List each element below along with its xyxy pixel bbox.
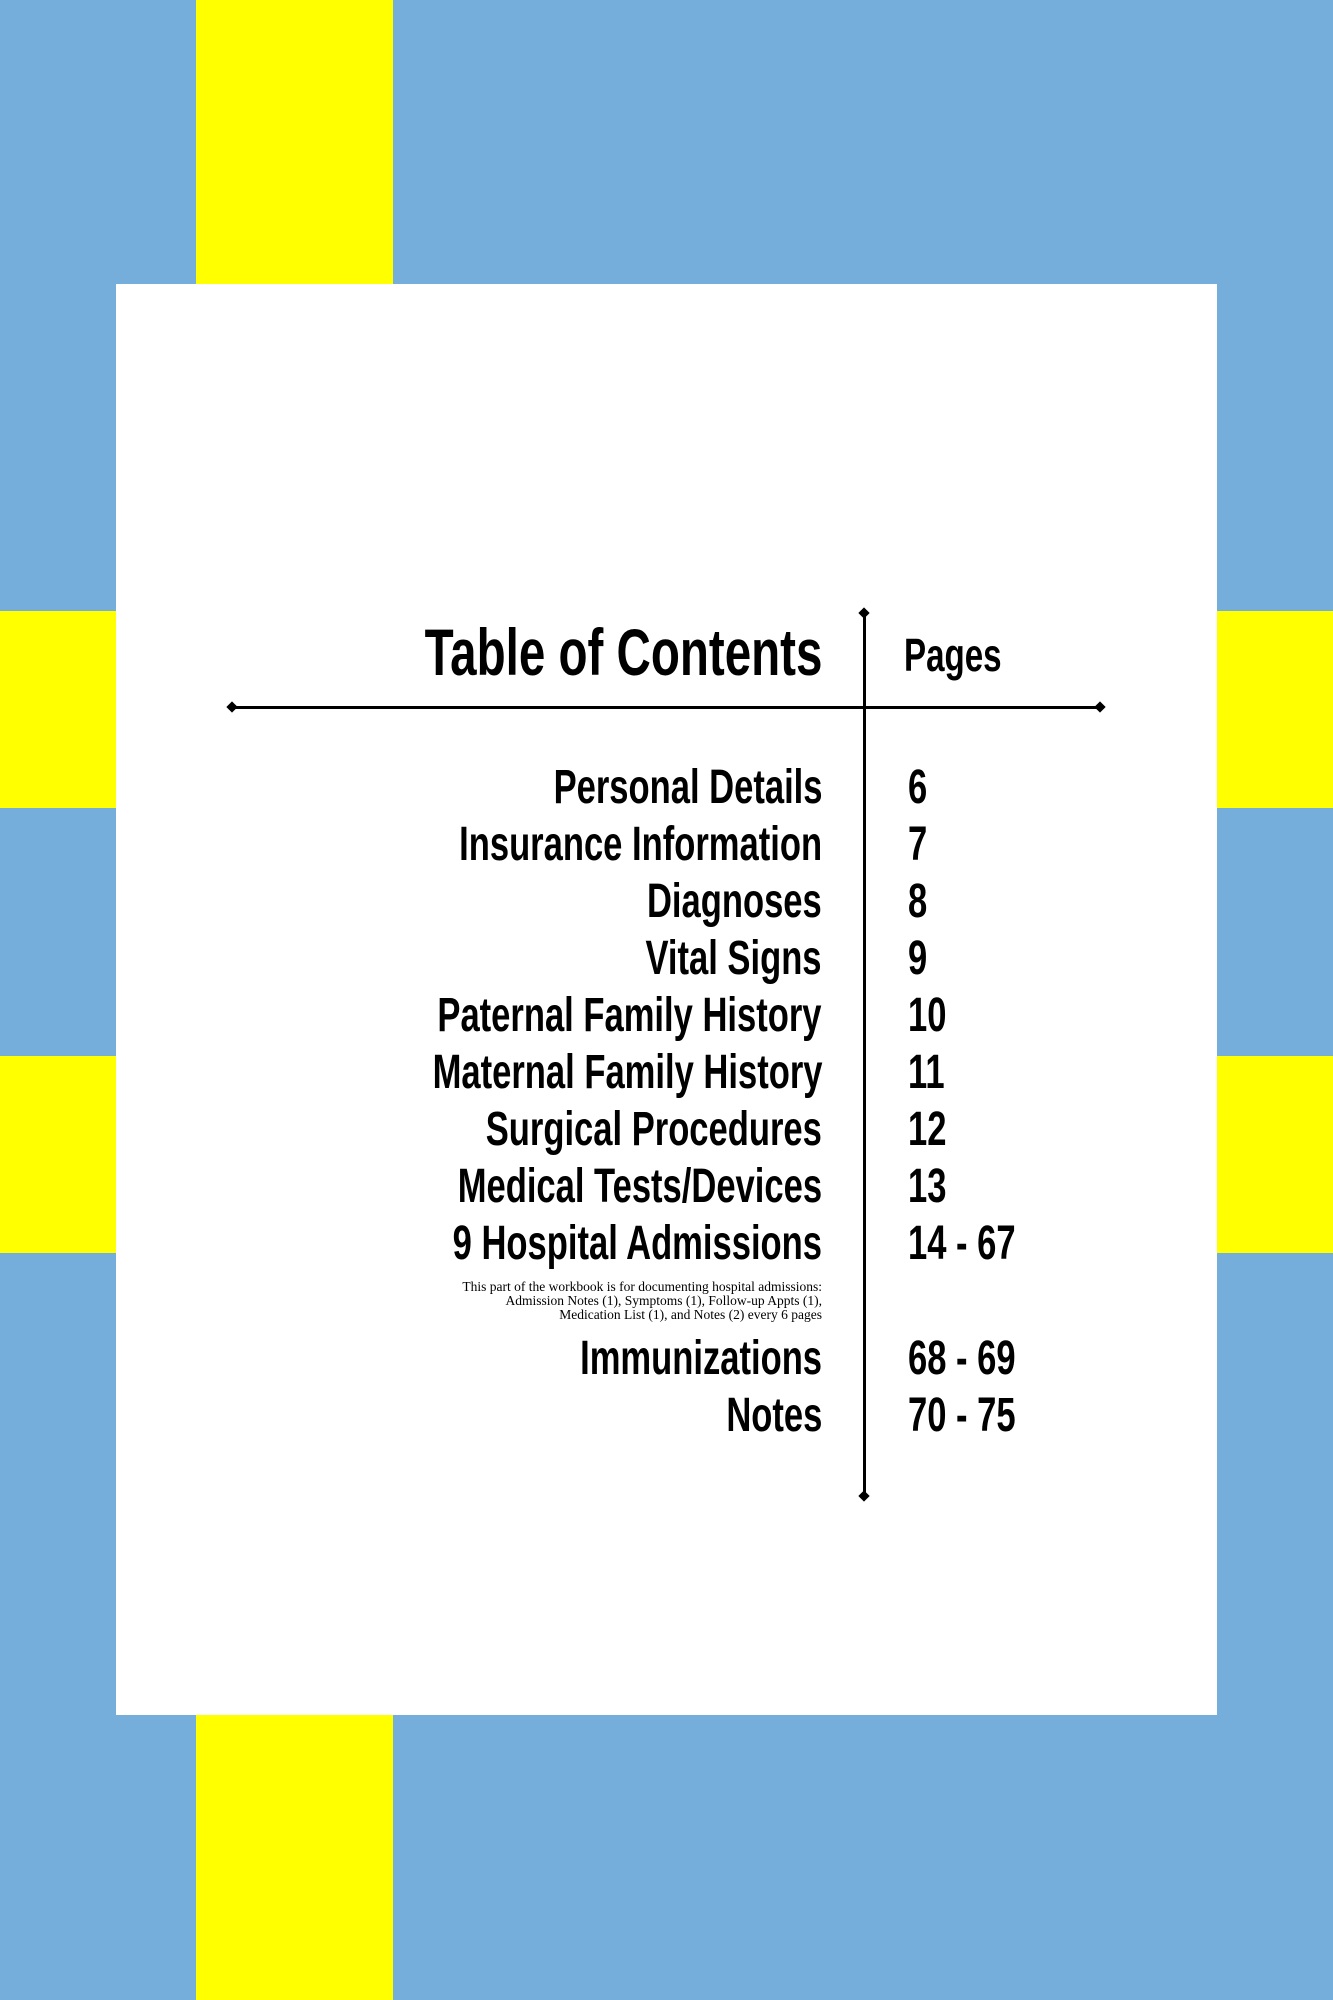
vertical-divider	[863, 612, 866, 1496]
toc-entry-pages: 8	[908, 875, 928, 928]
toc-entry-pages: 10	[908, 989, 947, 1042]
toc-entry-label: Maternal Family History	[432, 1046, 822, 1099]
toc-entry-pages: 11	[908, 1046, 945, 1099]
yellow-stripe-vertical-top	[196, 0, 393, 284]
hospital-admissions-note	[380, 1280, 822, 1322]
toc-entry-label: Insurance Information	[459, 818, 822, 871]
toc-entry-pages: 7	[908, 818, 928, 871]
note-line: Medication List (1), and Notes (2) every 6 pages	[559, 1307, 822, 1322]
toc-entry-pages: 13	[908, 1160, 947, 1213]
toc-entry-label: 9 Hospital Admissions	[452, 1217, 822, 1270]
toc-entry-pages: 6	[908, 761, 928, 814]
toc-title-container	[0, 614, 822, 690]
toc-entry-label: Immunizations	[580, 1332, 822, 1385]
toc-entry-label: Diagnoses	[647, 875, 822, 928]
toc-title: Table of Contents	[424, 615, 822, 689]
horizontal-divider	[232, 706, 1100, 709]
toc-entry-label: Paternal Family History	[437, 989, 822, 1042]
toc-entry-pages: 9	[908, 932, 928, 985]
pages-header: Pages	[904, 629, 1002, 681]
yellow-stripe-vertical-bottom	[196, 1715, 393, 2000]
toc-entry-pages: 12	[908, 1103, 947, 1156]
note-line: Admission Notes (1), Symptoms (1), Follow-up Appts (1),	[505, 1293, 822, 1308]
pages-header-container	[904, 628, 1040, 682]
toc-entry-label: Notes	[725, 1389, 822, 1442]
toc-entry-pages: 70 - 75	[908, 1389, 1016, 1442]
toc-entry-pages: 68 - 69	[908, 1332, 1016, 1385]
toc-entry-label: Surgical Procedures	[485, 1103, 822, 1156]
toc-entry-label: Medical Tests/Devices	[457, 1160, 822, 1213]
toc-entry-label: Vital Signs	[645, 932, 822, 985]
note-line: This part of the workbook is for documenting hospital admissions:	[462, 1279, 822, 1294]
toc-entry-pages: 14 - 67	[908, 1217, 1016, 1270]
toc-entry-label: Personal Details	[553, 761, 822, 814]
